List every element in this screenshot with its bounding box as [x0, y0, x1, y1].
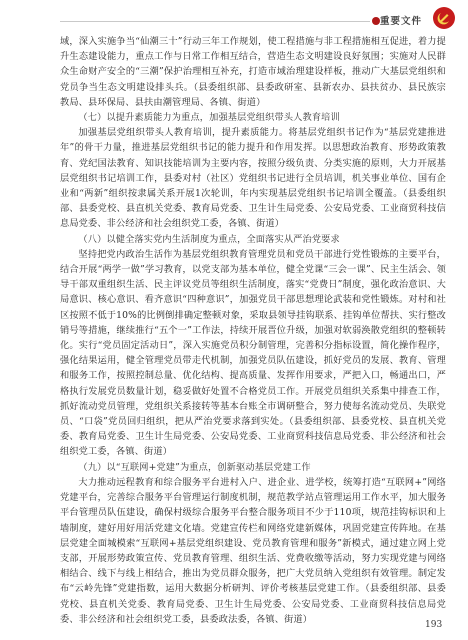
page-number: 193 [425, 620, 443, 630]
paragraph-section-8: 坚持把党内政治生活作为基层党组织教育管理党员和党员干部进行党性锻炼的主要平台，结合开展“两学一做”学习教育，以党支部为基本单位，健全党课“三会一课”、民主生活会、领导干部双重组织生活、民主评议党员等组织生活制度，落实“党费日”制度，强化政治意识、大局意识、核心意识、看齐意识“四种意识”，加强党员干部思想理论武装和党性锻炼。对村和社区按照不低于10%的比例倒排确定整顿对象，采取县领导挂钩联系、挂钩单位帮扶、实行整改销号等措施，继续推行“五个一”工作法，持续开展晋位升级，加强对软弱涣散党组织的整顿转化。实行“党员固定活动日”，深入实施党员积分制管理，完善积分指标设置，简化操作程序，强化结果运用，健全管理党员带走代机制，加强党员队伍建设，抓好党员的发展、教育、管理和服务工作，按照控制总量、优化结构、提高质量、发挥作用要求，严把入口，畅通出口，严格执行发展党员数量计划，稳妥做好处置不合格党员工作。开展党员组织关系集中排查工作，抓好流动党员管理，党组织关系接转等基本台账全市调研整合，努力使每名流动党员、失联党员、“口袋”党员回归组织，把从严治党要求落到实处。（县委组织部、县委党校、县直机关党委、教育局党委、卫生计生局党委、公安局党委、工业商贸科技信息局党委、非公经济和社会组织党工委，各镇、街道） [60, 248, 446, 458]
section-heading-9: （九）以“互联网+党建”为重点，创新驱动基层党建工作 [78, 461, 311, 473]
paragraph-section-7: 加强基层党组织带头人教育培训，提升素质能力。将基层党组织书记作为“基层党建推进年”的骨干力量，推进基层党组织书记的能力提升和作用发挥。以思想政治教育、形势政策教育、党纪国法教育、知识技能培训为主要内容，按照分级负责、分类实施的原则，大力开展基层党组织书记培训工作，县委对村（社区）党组织书记进行全员培训，机关事业单位、国有企业和“两新”组织按隶属关系开展1次轮训，年内实现基层党组织书记培训全覆盖。（县委组织部、县委党校、县直机关党委、教育局党委、卫生计生局党委、公安局党委、工业商贸科技信息局党委、非公经济和社会组织党工委，各镇、街道） [60, 127, 446, 230]
paragraph-section-9: 大力推动远程教育和综合服务平台进村入户、进企业、进学校，统筹打造“互联网+”网络党建平台，完善综合服务平台管理运行制度机制，规范教学站点管理运用工作水平，加大服务平台管理员队伍建设，确保村级综合服务平台整合服务项目不少于110项，规范挂钩标识和上墙制度，建好用好用活党建文化墙。党建宣传栏和网络党建新媒体，巩固党建宣传阵地。在基层党建全面城模索“互联网+基层党组织建设、党员教育管理和服务”新模式，通过建立网上党支部，开展形势政策宣传、党员教育管理、组织生活、党费收缴等活动，努力实现党建与网络相结合、线下与线上相结合，推出为党员群众服务，把广大党员纳入党组织有效管理。制定发布“云岭先锋”党建指数，运用大数据分析研判、评价考核基层党建工作。（县委组织部、县委党校、县直机关党委、教育局党委、卫生计生局党委、公安局党委、工业商贸科技信息局党委、非公经济和社会组织党工委，县委政法委，各镇、街道） [60, 476, 446, 625]
document-body [60, 34, 446, 627]
paragraph-continuation: 域，深入实施争当“仙潮三十”行动三年工作规划，使工程措施与非工程措施相互促进，着力提升生态建设能力，重点工作与日常工作相互结合，营造生态文明建设良好氛围；实施对人民群众生命财产安全的“三潮”保护治理相互补充，打造市域治理建设样板，推动广大基层党组织和党员争当生态文明建设排头兵。（县委组织部、县委政研室、县新农办、县扶贫办、县民族宗教局、县环保局、县扶由潮管理局、各镇、街道） [60, 36, 446, 108]
section-title: 重要文件 [380, 16, 423, 27]
page-header [0, 0, 468, 32]
header-rule [60, 21, 370, 22]
section-heading-8: （八）以健全落实党内生活制度为重点，全面落实从严治党要求 [78, 233, 340, 245]
party-emblem-icon [432, 6, 456, 30]
section-heading-7: （七）以提升素质能力为重点，加强基层党组织带头人教育培训 [78, 112, 340, 124]
header-dot-icon [372, 17, 380, 25]
